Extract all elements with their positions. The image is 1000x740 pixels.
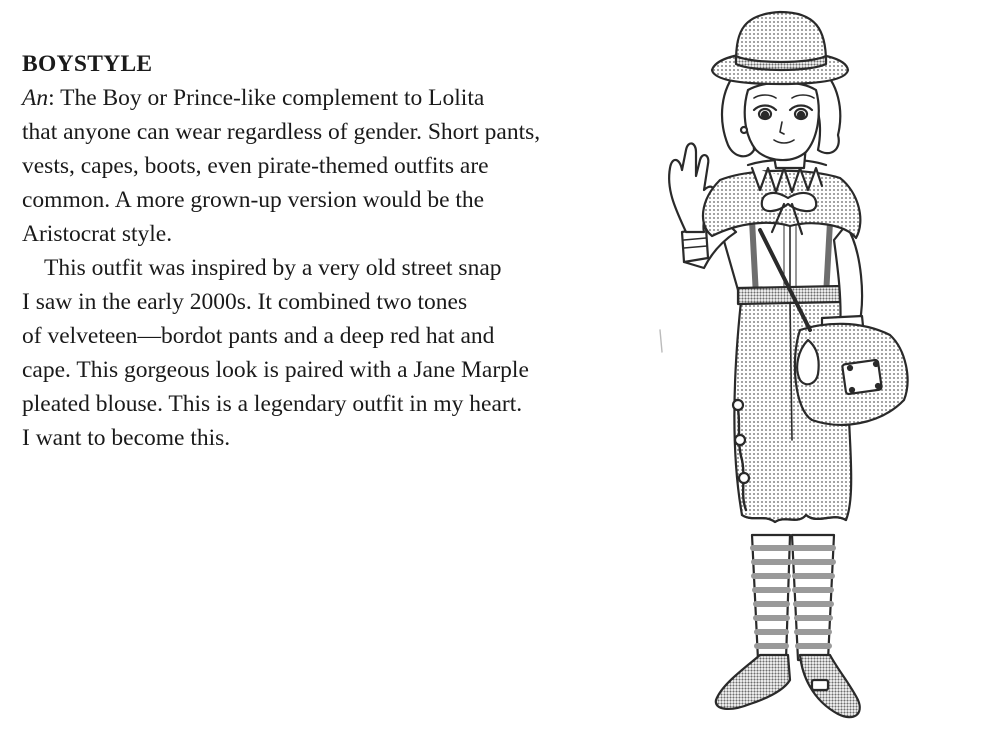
definition-text: : The Boy or Prince-like complement to Lolita: [48, 85, 485, 111]
right-stocking: [792, 535, 834, 660]
entry-heading: BOYSTYLE: [22, 51, 153, 77]
boystyle-figure-illustration: [640, 0, 940, 740]
left-stocking: [752, 535, 790, 660]
story-line-2: I saw in the early 2000s. It combined two tones: [22, 289, 468, 315]
definition-line-3: vests, capes, boots, even pirate-themed outfits are: [22, 153, 489, 179]
right-shoe: [800, 655, 860, 717]
story-line-5: pleated blouse. This is a legendary outfit in my heart.: [22, 391, 523, 417]
story-line-3: of velveteen—bordot pants and a deep red hat and: [22, 323, 495, 349]
definition-line-2: that anyone can wear regardless of gender. Short pants,: [22, 119, 541, 145]
definition-line-4: common. A more grown-up version would be the: [22, 187, 485, 213]
definition-line-1: [22, 81, 612, 115]
story-line-1: This outfit was inspired by a very old street snap: [44, 255, 502, 281]
definition-line-5: Aristocrat style.: [22, 221, 173, 247]
entry-text: [22, 47, 612, 455]
story-line-6: I want to become this.: [22, 425, 231, 451]
left-shoe: [716, 655, 790, 709]
part-of-speech: An: [22, 85, 49, 111]
story-line-4: cape. This gorgeous look is paired with a Jane Marple: [22, 357, 529, 383]
